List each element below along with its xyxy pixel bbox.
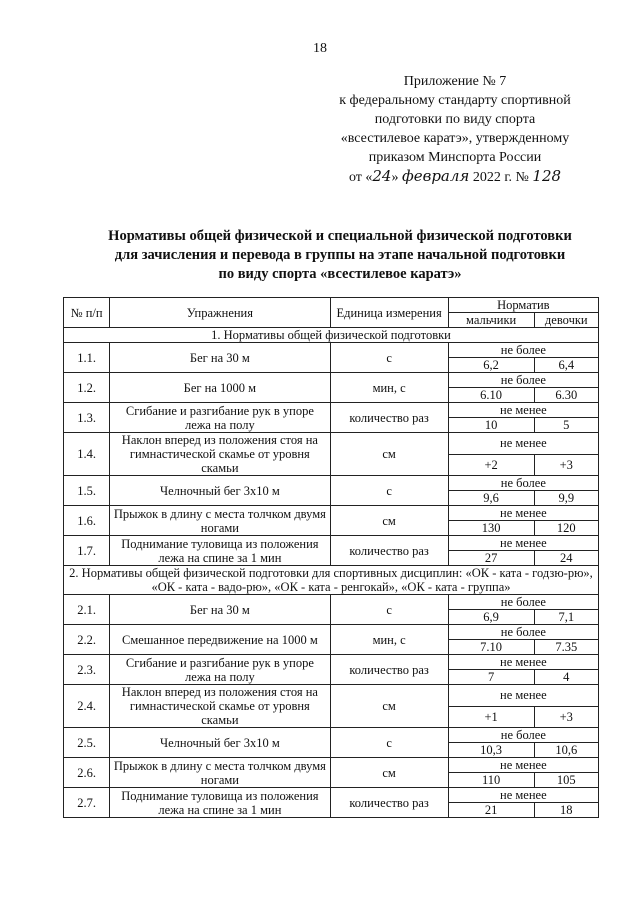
row-number: 2.1. [64, 595, 110, 625]
exercise-name: Бег на 1000 м [110, 373, 330, 403]
table-row [64, 506, 599, 521]
document-title [60, 227, 620, 284]
boys-value: +1 [448, 706, 534, 728]
boys-value: 130 [448, 521, 534, 536]
table-row [64, 758, 599, 773]
unit: см [330, 433, 448, 476]
row-number: 2.4. [64, 685, 110, 728]
norm-condition: не менее [448, 403, 598, 418]
girls-value: 7,1 [534, 610, 598, 625]
appendix-date [320, 167, 590, 187]
table-row [64, 476, 599, 491]
appendix-line: к федеральному стандарту спортивной [339, 93, 571, 108]
exercise-name: Наклон вперед из положения стоя на гимнастической скамье от уровня скамьи [110, 433, 330, 476]
boys-value: 9,6 [448, 491, 534, 506]
appendix-line: приказом Минспорта России [368, 150, 542, 165]
unit: с [330, 476, 448, 506]
girls-value: +3 [534, 706, 598, 728]
row-number: 2.5. [64, 728, 110, 758]
norm-condition: не более [448, 595, 598, 610]
norm-condition: не менее [448, 536, 598, 551]
boys-value: 10 [448, 418, 534, 433]
unit: см [330, 685, 448, 728]
header-norm: Норматив [448, 298, 598, 313]
date-year: 2022 г. № [472, 170, 529, 185]
title-line: Нормативы общей физической и специальной физической подготовки [108, 228, 572, 244]
unit: см [330, 506, 448, 536]
unit: с [330, 343, 448, 373]
norm-condition: не менее [448, 788, 598, 803]
row-number: 1.1. [64, 343, 110, 373]
table-row [64, 655, 599, 670]
row-number: 1.7. [64, 536, 110, 566]
girls-value: 4 [534, 670, 598, 685]
boys-value: +2 [448, 454, 534, 476]
table-row [64, 625, 599, 640]
header-exercise: Упражнения [110, 298, 330, 328]
date-day: 24 [372, 167, 392, 185]
unit: количество раз [330, 655, 448, 685]
exercise-name: Челночный бег 3х10 м [110, 728, 330, 758]
exercise-name: Бег на 30 м [110, 343, 330, 373]
norm-condition: не менее [448, 758, 598, 773]
boys-value: 6.10 [448, 388, 534, 403]
header-boys: мальчики [448, 313, 534, 328]
norm-condition: не более [448, 625, 598, 640]
girls-value: 5 [534, 418, 598, 433]
exercise-name: Сгибание и разгибание рук в упоре лежа на полу [110, 655, 330, 685]
exercise-name: Прыжок в длину с места толчком двумя ногами [110, 758, 330, 788]
unit: мин, с [330, 625, 448, 655]
table-row [64, 788, 599, 803]
date-prefix: от « [348, 170, 373, 185]
appendix-line: «всестилевое каратэ», утвержденному [340, 131, 570, 146]
girls-value: 10,6 [534, 743, 598, 758]
unit: с [330, 595, 448, 625]
unit: см [330, 758, 448, 788]
unit: количество раз [330, 536, 448, 566]
exercise-name: Наклон вперед из положения стоя на гимнастической скамье от уровня скамьи [110, 685, 330, 728]
norm-condition: не менее [448, 506, 598, 521]
boys-value: 21 [448, 803, 534, 818]
girls-value: 24 [534, 551, 598, 566]
title-line: по виду спорта «всестилевое каратэ» [218, 266, 462, 282]
boys-value: 27 [448, 551, 534, 566]
boys-value: 6,2 [448, 358, 534, 373]
table-row [64, 685, 599, 707]
page-number: 18 [313, 41, 327, 56]
girls-value: 7.35 [534, 640, 598, 655]
appendix-line: подготовки по виду спорта [374, 112, 536, 127]
row-number: 2.6. [64, 758, 110, 788]
girls-value: 6,4 [534, 358, 598, 373]
girls-value: +3 [534, 454, 598, 476]
norm-condition: не менее [448, 433, 598, 455]
table-row [64, 403, 599, 418]
table-row [64, 343, 599, 358]
date-mid: » [391, 170, 399, 185]
unit: количество раз [330, 788, 448, 818]
norm-condition: не более [448, 343, 598, 358]
boys-value: 7 [448, 670, 534, 685]
table-row [64, 433, 599, 455]
boys-value: 110 [448, 773, 534, 788]
order-number: 128 [532, 167, 562, 185]
girls-value: 9,9 [534, 491, 598, 506]
table-row [64, 536, 599, 551]
girls-value: 120 [534, 521, 598, 536]
girls-value: 6.30 [534, 388, 598, 403]
boys-value: 7.10 [448, 640, 534, 655]
row-number: 1.2. [64, 373, 110, 403]
standards-table [63, 297, 599, 818]
table-row [64, 373, 599, 388]
row-number: 1.5. [64, 476, 110, 506]
boys-value: 10,3 [448, 743, 534, 758]
exercise-name: Поднимание туловища из положения лежа на спине за 1 мин [110, 536, 330, 566]
exercise-name: Бег на 30 м [110, 595, 330, 625]
row-number: 1.4. [64, 433, 110, 476]
header-num: № п/п [64, 298, 110, 328]
norm-condition: не менее [448, 655, 598, 670]
unit: с [330, 728, 448, 758]
exercise-name: Сгибание и разгибание рук в упоре лежа на полу [110, 403, 330, 433]
table-row [64, 728, 599, 743]
header-unit: Единица измерения [330, 298, 448, 328]
norm-condition: не менее [448, 685, 598, 707]
appendix-line: Приложение № 7 [403, 74, 507, 89]
table-row [64, 595, 599, 610]
title-line: для зачисления и перевода в группы на этапе начальной подготовки [114, 247, 566, 263]
row-number: 1.3. [64, 403, 110, 433]
girls-value: 105 [534, 773, 598, 788]
appendix-header [320, 72, 590, 187]
row-number: 2.7. [64, 788, 110, 818]
norm-condition: не более [448, 476, 598, 491]
date-month: февраля [401, 167, 470, 185]
exercise-name: Смешанное передвижение на 1000 м [110, 625, 330, 655]
row-number: 2.3. [64, 655, 110, 685]
section-title: 2. Нормативы общей физической подготовки для спортивных дисциплин: «ОК - ката - годзю-рю», «ОК - ката - вадо-рю», «ОК - ката - ренгокай», «ОК - ката - группа» [64, 566, 599, 595]
norm-condition: не более [448, 728, 598, 743]
norm-condition: не более [448, 373, 598, 388]
row-number: 1.6. [64, 506, 110, 536]
exercise-name: Поднимание туловища из положения лежа на спине за 1 мин [110, 788, 330, 818]
unit: мин, с [330, 373, 448, 403]
row-number: 2.2. [64, 625, 110, 655]
exercise-name: Прыжок в длину с места толчком двумя ногами [110, 506, 330, 536]
girls-value: 18 [534, 803, 598, 818]
section-title: 1. Нормативы общей физической подготовки [64, 328, 599, 343]
header-girls: девочки [534, 313, 598, 328]
boys-value: 6,9 [448, 610, 534, 625]
exercise-name: Челночный бег 3х10 м [110, 476, 330, 506]
unit: количество раз [330, 403, 448, 433]
